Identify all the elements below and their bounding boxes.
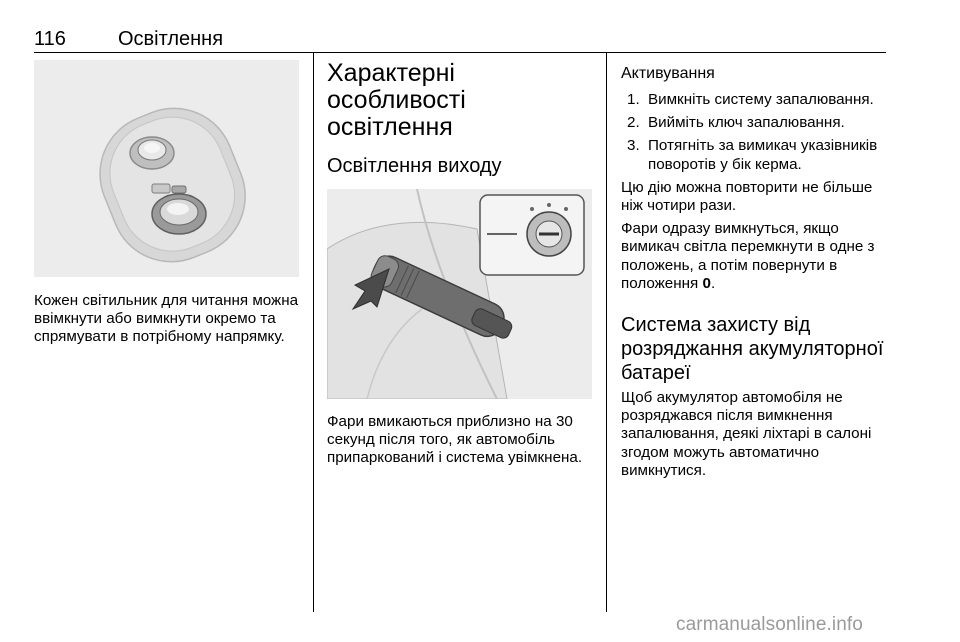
switch-off-paragraph: Фари одразу вимкнуться, якщо вимикач світла перемкнути в одне з положень, а потім повернути в положення 0.: [621, 220, 875, 292]
right-column: [621, 60, 889, 480]
column-divider-left: [313, 52, 314, 612]
left-column: [34, 60, 299, 347]
exit-lighting-heading: Освітлення виходу: [327, 155, 502, 177]
lever-drawing: [327, 189, 592, 399]
interior-lamp-drawing: [34, 60, 299, 277]
middle-column: [327, 60, 592, 468]
repeat-paragraph: Цю дію можна повторити не більше ніж чотири рази.: [621, 178, 873, 215]
header-divider: [34, 52, 886, 53]
battery-protection-paragraph: Щоб акумулятор автомобіля не розряджався після вимкнення запалювання, деякі ліхтарі в салоні згодом можуть автоматично вимкнутися.: [621, 389, 872, 479]
interior-lamp-illustration: [34, 60, 299, 277]
activation-heading: Активування: [621, 65, 715, 82]
list-item: 2. Вийміть ключ запалювання.: [627, 114, 845, 132]
turn-signal-lever-illustration: [327, 189, 592, 399]
activation-steps: [621, 91, 889, 174]
page-number: 116: [34, 28, 66, 50]
battery-protection-heading: Система захисту від розряджання акумуляторної батареї: [621, 314, 884, 385]
lamp-caption: Кожен світильник для читання можна ввімкнути або вимкнути окремо та спрямувати в потрібному напрямку.: [34, 292, 299, 346]
column-divider-right: [606, 52, 607, 612]
position-zero-symbol: 0: [702, 274, 711, 292]
list-item: 3. Потягніть за вимикач указівників поворотів у бік керма.: [627, 137, 878, 173]
chapter-title: Освітлення: [118, 28, 224, 50]
watermark: carmanualsonline.info: [676, 614, 863, 635]
list-item: 1. Вимкніть систему запалювання.: [627, 91, 874, 108]
section-title: Характерні особливості освітлення: [327, 59, 466, 141]
page-header: [34, 27, 886, 51]
exit-lighting-paragraph: Фари вмикаються приблизно на 30 секунд після того, як автомобіль припаркований і система увімкнена.: [327, 413, 583, 467]
